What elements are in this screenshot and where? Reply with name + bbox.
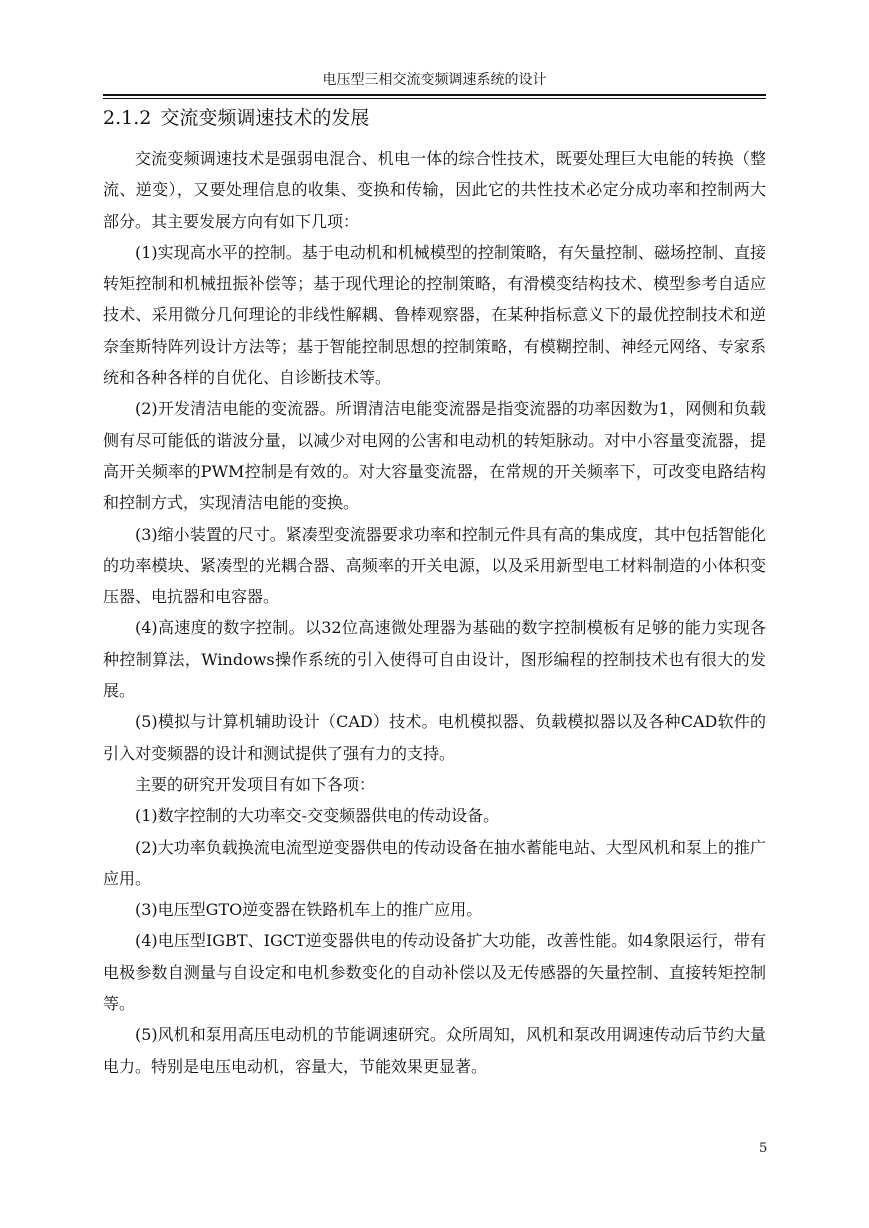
paragraph-project-3: (3)电压型GTO逆变器在铁路机车上的推广应用。 bbox=[135, 900, 483, 920]
paragraph-project-5: (5)风机和泵用高压电动机的节能调速研究。众所周知，风机和泵改用调速传动后节约大量电力。特别是电压电动机，容量大，节能效果更显著。 bbox=[103, 1025, 766, 1076]
header-rule-thin bbox=[103, 98, 766, 99]
section-title: 交流变频调速技术的发展 bbox=[160, 107, 370, 129]
body-text bbox=[103, 143, 766, 1082]
paragraph-item-2: (2)开发清洁电能的变流器。所谓清洁电能变流器是指变流器的功率因数为1，网侧和负载侧有尽可能低的谐波分量，以减少对电网的公害和电动机的转矩脉动。对中小容量变流器，提高开关频率的PWM控制是有效的。对大容量变流器，在常规的开关频率下，可改变电路结构和控制方式，实现清洁电能的变换。 bbox=[103, 399, 766, 513]
page-number: 5 bbox=[759, 1141, 768, 1156]
paragraph-projects-intro: 主要的研究开发项目有如下各项： bbox=[135, 774, 376, 794]
paragraph-project-1: (1)数字控制的大功率交-交变频器供电的传动设备。 bbox=[135, 806, 500, 826]
paragraph-intro: 交流变频调速技术是强弱电混合、机电一体的综合性技术，既要处理巨大电能的转换（整流、逆变），又要处理信息的收集、变换和传输，因此它的共性技术必定分成功率和控制两大部分。其主要发展方向有如下几项： bbox=[103, 149, 766, 231]
section-heading bbox=[103, 105, 369, 131]
section-number: 2.1.2 bbox=[103, 107, 152, 129]
paragraph-item-5: (5)模拟与计算机辅助设计（CAD）技术。电机模拟器、负载模拟器以及各种CAD软件的引入对变频器的设计和测试提供了强有力的支持。 bbox=[103, 712, 766, 763]
header-rule-thick bbox=[103, 94, 766, 96]
paragraph-project-4: (4)电压型IGBT、IGCT逆变器供电的传动设备扩大功能，改善性能。如4象限运行，带有电极参数自测量与自设定和电机参数变化的自动补偿以及无传感器的矢量控制、直接转矩控制等。 bbox=[103, 931, 766, 1014]
running-header: 电压型三相交流变频调速系统的设计 bbox=[322, 72, 547, 88]
paragraph-item-3: (3)缩小装置的尺寸。紧凑型变流器要求功率和控制元件具有高的集成度，其中包括智能化的功率模块、紧凑型的光耦合器、高频率的开关电源，以及采用新型电工材料制造的小体积变压器、电抗器和电容器。 bbox=[103, 524, 766, 607]
paragraph-item-1: (1)实现高水平的控制。基于电动机和机械模型的控制策略，有矢量控制、磁场控制、直接转矩控制和机械扭振补偿等；基于现代理论的控制策略，有滑模变结构技术、模型参考自适应技术、采用微分几何理论的非线性解耦、鲁棒观察器，在某种指标意义下的最优控制技术和逆奈奎斯特阵列设计方法等；基于智能控制思想的控制策略，有模糊控制、神经元网络、专家系统和各种各样的自优化、自诊断技术等。 bbox=[103, 242, 766, 388]
paragraph-item-4: (4)高速度的数字控制。以32位高速微处理器为基础的数字控制模板有足够的能力实现各种控制算法，Windows操作系统的引入使得可自由设计，图形编程的控制技术也有很大的发展。 bbox=[103, 618, 766, 701]
paragraph-project-2: (2)大功率负载换流电流型逆变器供电的传动设备在抽水蓄能电站、大型风机和泵上的推广应用。 bbox=[103, 837, 766, 888]
